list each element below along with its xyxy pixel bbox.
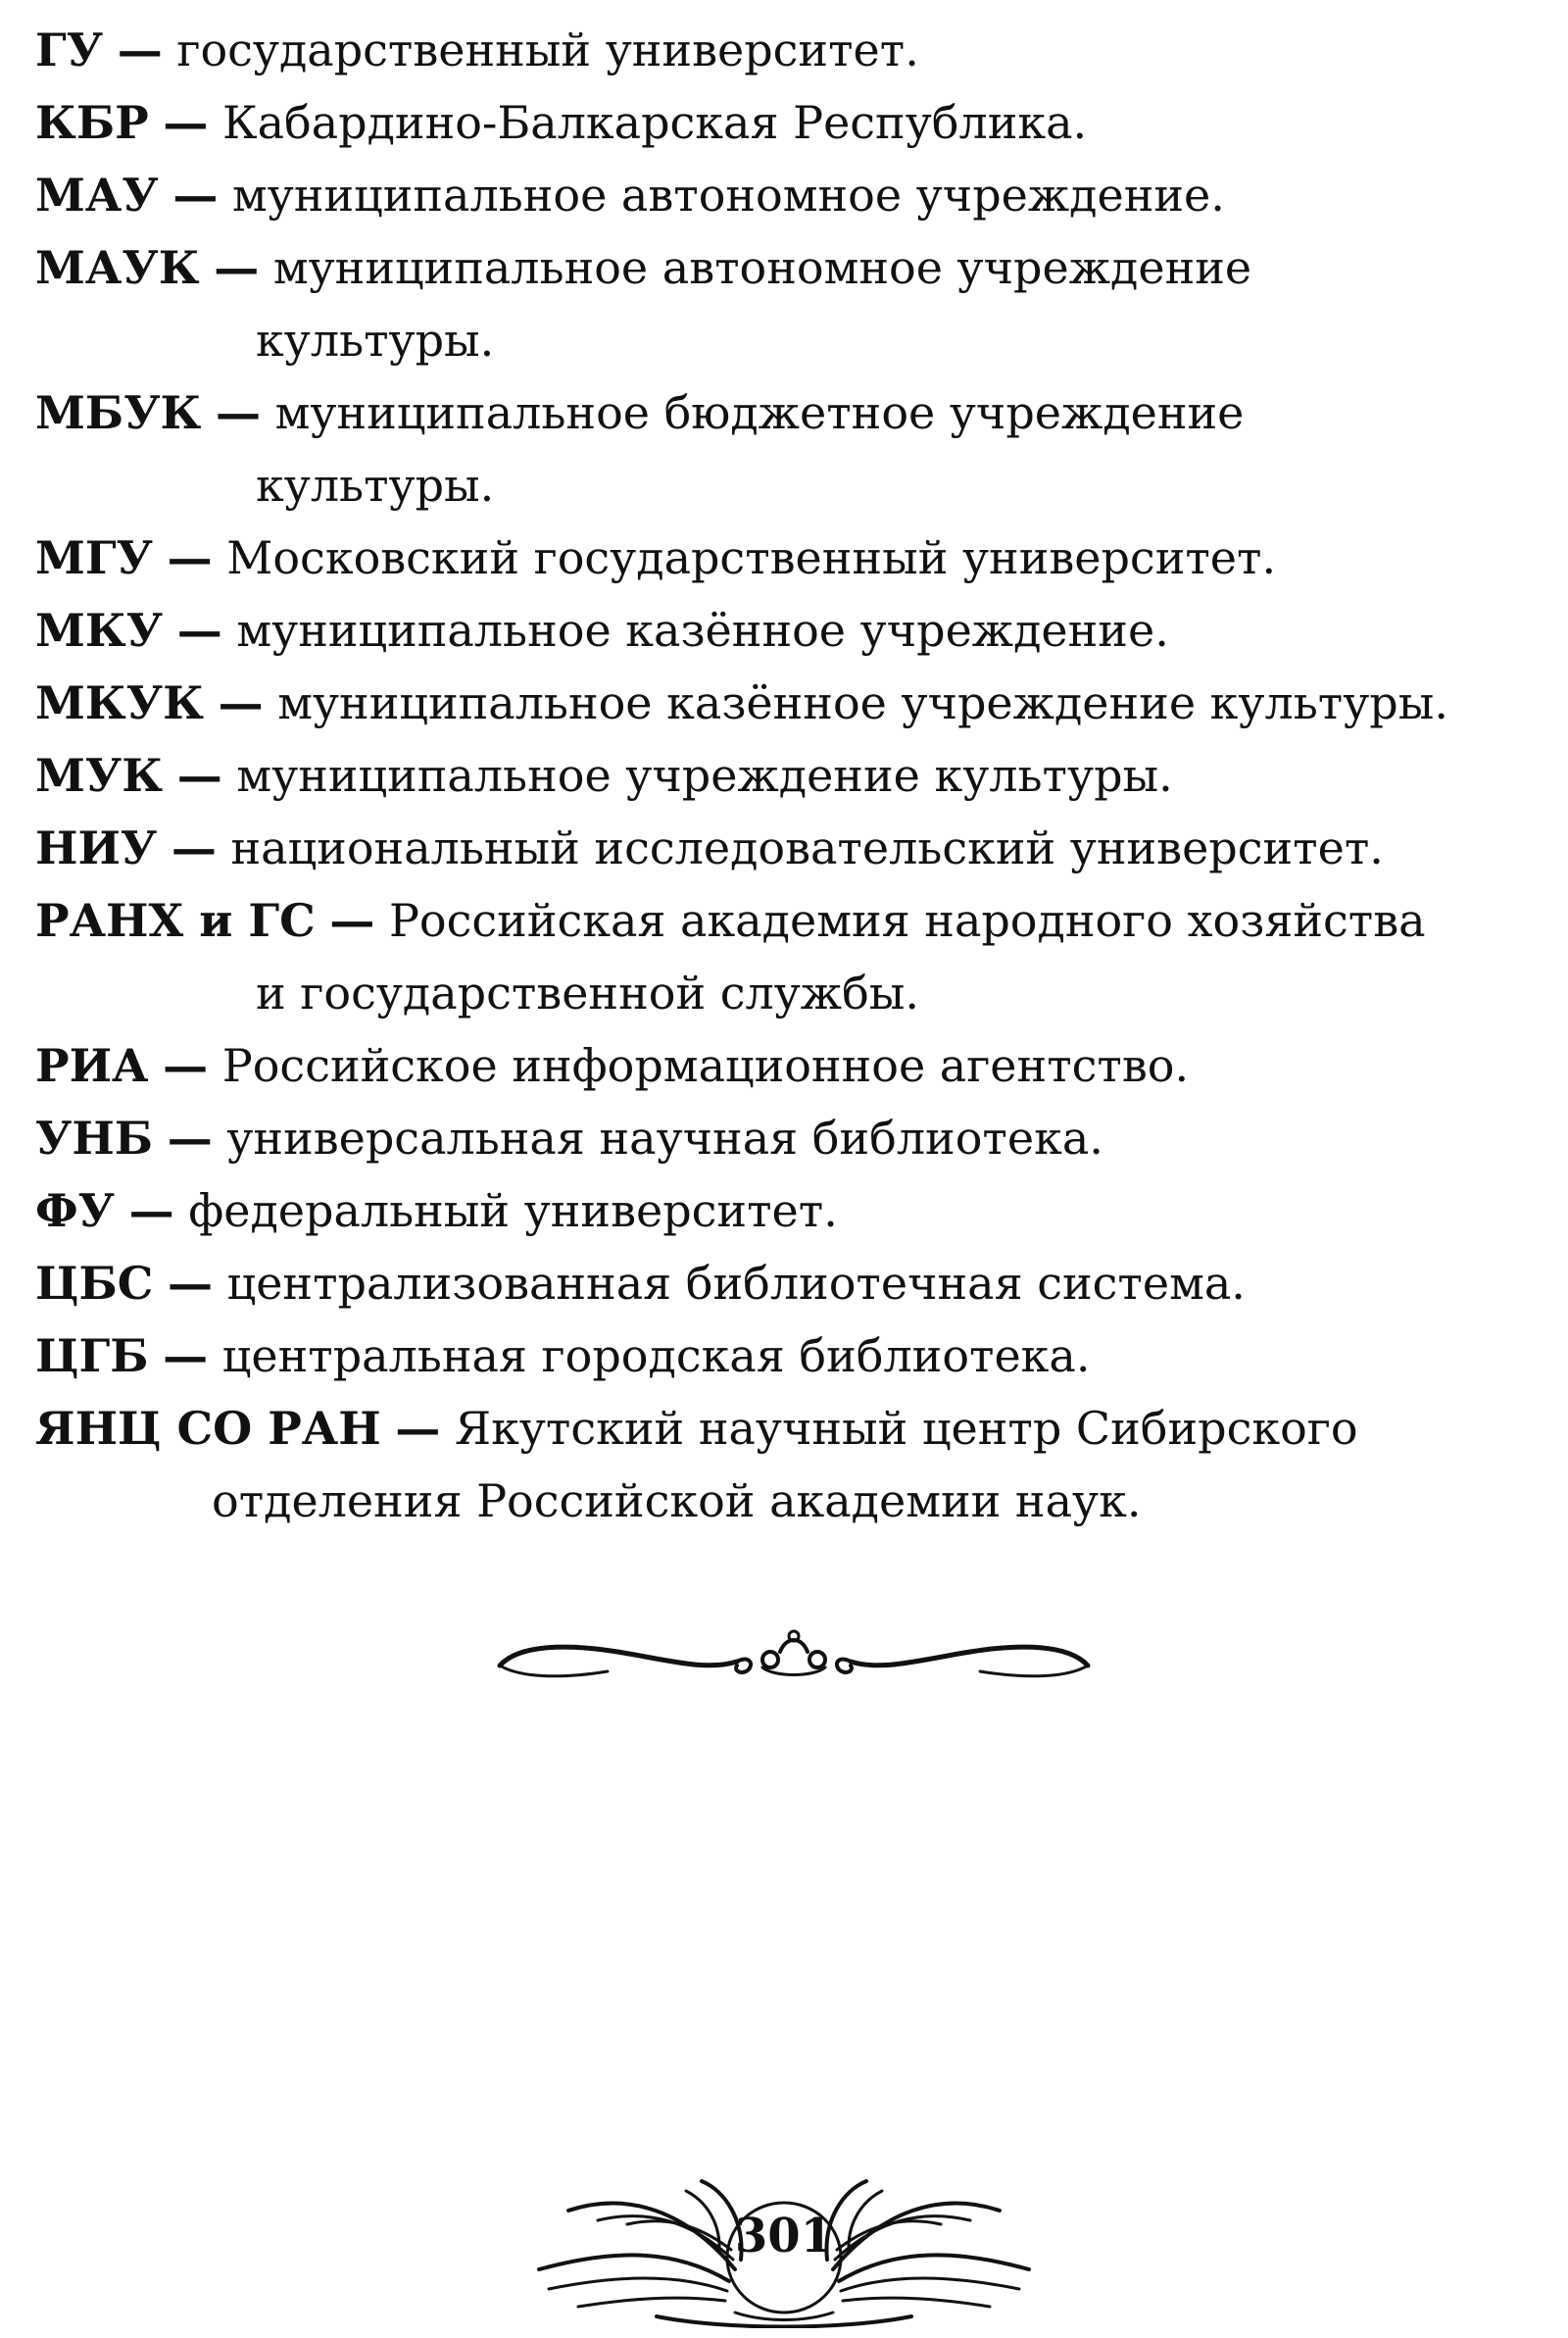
entry-dash: — [176, 604, 222, 657]
abbreviation-entry [35, 14, 1535, 86]
entry-dash: — [214, 241, 260, 294]
entry-dash: — [218, 676, 264, 729]
abbreviation-entry [35, 1247, 1535, 1319]
entry-dash: — [172, 169, 219, 222]
abbreviation: МКУК [35, 676, 204, 729]
abbreviation: ЦБС [35, 1257, 154, 1310]
definition: центральная городская библиотека. [221, 1329, 1091, 1382]
entry-dash: — [163, 1329, 209, 1382]
abbreviation: МКУ [35, 604, 164, 657]
abbreviation: МУК [35, 749, 164, 802]
entry-dash: — [216, 386, 262, 439]
definition: Российское информационное агентство. [221, 1039, 1190, 1092]
flourish-divider-icon [480, 1622, 1107, 1701]
definition: федеральный университет. [188, 1184, 838, 1237]
entry-dash: — [167, 1112, 213, 1165]
entry-dash: — [117, 24, 163, 76]
definition: Московский государственный университет. [226, 531, 1277, 584]
page-number: 301 [734, 2209, 834, 2263]
entry-dash: — [329, 894, 375, 947]
definition: муниципальное казённое учреждение культуры. [277, 676, 1448, 729]
abbreviation-entry [35, 739, 1535, 812]
abbreviation: КБР [35, 96, 149, 149]
definition: национальный исследовательский университет. [230, 821, 1384, 874]
definition: Российская академия народного хозяйства [388, 894, 1426, 947]
abbreviation-entry [35, 1102, 1535, 1174]
definition: универсальная научная библиотека. [226, 1112, 1103, 1165]
definition: муниципальное автономное учреждение. [231, 169, 1225, 222]
abbreviation: ЦГБ [35, 1329, 149, 1382]
abbreviation-entry [35, 884, 1535, 1029]
abbreviation-entry [35, 376, 1535, 522]
definition: муниципальное автономное учреждение [272, 241, 1252, 294]
abbreviation: РАНХ и ГС [35, 894, 316, 947]
entry-dash: — [176, 749, 222, 802]
entry-dash: — [168, 1257, 213, 1310]
definition: Кабардино-Балкарская Республика. [222, 96, 1088, 149]
entry-dash: — [163, 1039, 209, 1092]
entry-dash: — [163, 96, 209, 149]
definition-continuation: отделения Российской академии наук. [212, 1474, 1142, 1527]
abbreviation-entry [35, 812, 1535, 884]
abbreviation: ЯНЦ СО РАН [35, 1402, 381, 1455]
abbreviation-entry [35, 86, 1535, 159]
abbreviation: НИУ [35, 821, 158, 874]
definition-continuation: культуры. [256, 459, 495, 512]
abbreviation-entry [35, 1392, 1535, 1537]
abbreviation: МГУ [35, 531, 154, 584]
definition-continuation: культуры. [256, 314, 495, 367]
definition: Якутский научный центр Сибирского [454, 1402, 1358, 1455]
definition: государственный университет. [176, 24, 919, 76]
abbreviation: УНБ [35, 1112, 154, 1165]
entry-dash: — [167, 531, 213, 584]
abbreviation-entry [35, 159, 1535, 231]
abbreviation-entry [35, 594, 1535, 667]
page-folio [510, 2152, 1058, 2328]
definition-continuation: и государственной службы. [256, 967, 920, 1020]
abbreviation: ГУ [35, 24, 104, 76]
abbreviation-entry [35, 1319, 1535, 1392]
definition: централизованная библиотечная система. [226, 1257, 1246, 1310]
abbreviation: МАУК [35, 241, 200, 294]
abbreviation-entry [35, 1174, 1535, 1247]
definition: муниципальное казённое учреждение. [236, 604, 1169, 657]
entry-dash: — [171, 821, 217, 874]
abbreviation-entry [35, 522, 1535, 594]
abbreviation: РИА [35, 1039, 149, 1092]
entry-dash: — [395, 1402, 441, 1455]
abbreviation: МАУ [35, 169, 159, 222]
definition: муниципальное учреждение культуры. [236, 749, 1173, 802]
abbreviation-list [35, 14, 1535, 1537]
abbreviation-entry [35, 667, 1535, 739]
abbreviation: МБУК [35, 386, 202, 439]
abbreviation-entry [35, 1029, 1535, 1102]
definition: муниципальное бюджетное учреждение [274, 386, 1245, 439]
abbreviation: ФУ [35, 1184, 115, 1237]
abbreviation-entry [35, 231, 1535, 376]
entry-dash: — [128, 1184, 174, 1237]
